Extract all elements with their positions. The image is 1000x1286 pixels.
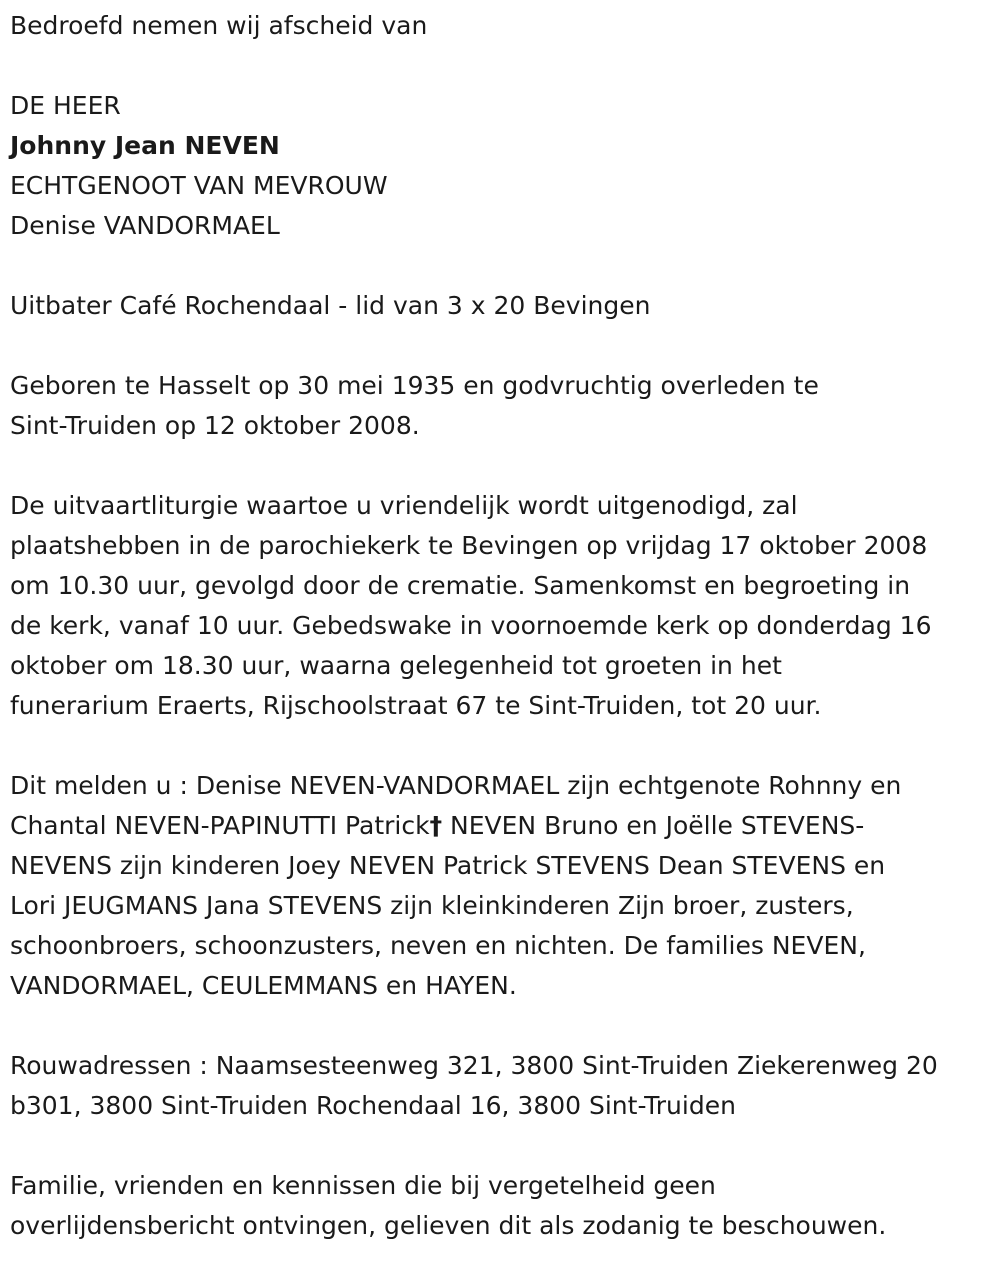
closing-line: overlijdensbericht ontvingen, gelieven dit als zodanig te beschouwen. — [10, 1211, 887, 1240]
funeral-line: om 10.30 uur, gevolgd door de crematie. Samenkomst en begroeting in — [10, 571, 911, 600]
birth-death-line: Sint-Truiden op 12 oktober 2008. — [10, 411, 420, 440]
deceased-name: Johnny Jean NEVEN — [10, 131, 280, 160]
cross-icon: † — [429, 811, 443, 840]
funeral-line: De uitvaartliturgie waartoe u vriendelijk wordt uitgenodigd, zal — [10, 491, 798, 520]
birth-death-line: Geboren te Hasselt op 30 mei 1935 en godvruchtig overleden te — [10, 371, 819, 400]
family-line-segment: Chantal NEVEN-PAPINUTTI Patrick — [10, 811, 430, 840]
address-line: Rouwadressen : Naamsesteenweg 321, 3800 Sint-Truiden Ziekerenweg 20 — [10, 1051, 938, 1080]
family-paragraph — [10, 766, 990, 1006]
family-line-segment: NEVEN Bruno en Joëlle STEVENS- — [442, 811, 865, 840]
family-line: NEVENS zijn kinderen Joey NEVEN Patrick STEVENS Dean STEVENS en — [10, 851, 886, 880]
family-line: VANDORMAEL, CEULEMMANS en HAYEN. — [10, 971, 517, 1000]
family-line: schoonbroers, schoonzusters, neven en nichten. De families NEVEN, — [10, 931, 866, 960]
funeral-line: plaatshebben in de parochiekerk te Bevingen op vrijdag 17 oktober 2008 — [10, 531, 928, 560]
family-line: Dit melden u : Denise NEVEN-VANDORMAEL zijn echtgenote Rohnny en — [10, 771, 902, 800]
addresses-paragraph — [10, 1046, 990, 1126]
family-line — [10, 806, 990, 846]
funeral-paragraph — [10, 486, 990, 726]
spacer — [10, 246, 990, 286]
spacer — [10, 326, 990, 366]
spacer — [10, 726, 990, 766]
occupation-text: Uitbater Café Rochendaal - lid van 3 x 20 Bevingen — [10, 291, 651, 320]
spacer — [10, 446, 990, 486]
funeral-line: oktober om 18.30 uur, waarna gelegenheid tot groeten in het — [10, 651, 782, 680]
spacer — [10, 1126, 990, 1166]
closing-line: Familie, vrienden en kennissen die bij vergetelheid geen — [10, 1171, 716, 1200]
family-line: Lori JEUGMANS Jana STEVENS zijn kleinkinderen Zijn broer, zusters, — [10, 891, 854, 920]
intro-text: Bedroefd nemen wij afscheid van — [10, 11, 428, 40]
funeral-line: funerarium Eraerts, Rijschoolstraat 67 te Sint-Truiden, tot 20 uur. — [10, 691, 822, 720]
address-line: b301, 3800 Sint-Truiden Rochendaal 16, 3800 Sint-Truiden — [10, 1091, 736, 1120]
spouse-label: ECHTGENOOT VAN MEVROUW — [10, 171, 388, 200]
spacer — [10, 46, 990, 86]
closing-paragraph — [10, 1166, 990, 1246]
deceased-title: DE HEER — [10, 91, 121, 120]
spacer — [10, 1006, 990, 1046]
funeral-line: de kerk, vanaf 10 uur. Gebedswake in voornoemde kerk op donderdag 16 — [10, 611, 932, 640]
birth-death-paragraph — [10, 366, 990, 446]
spouse-name: Denise VANDORMAEL — [10, 211, 280, 240]
